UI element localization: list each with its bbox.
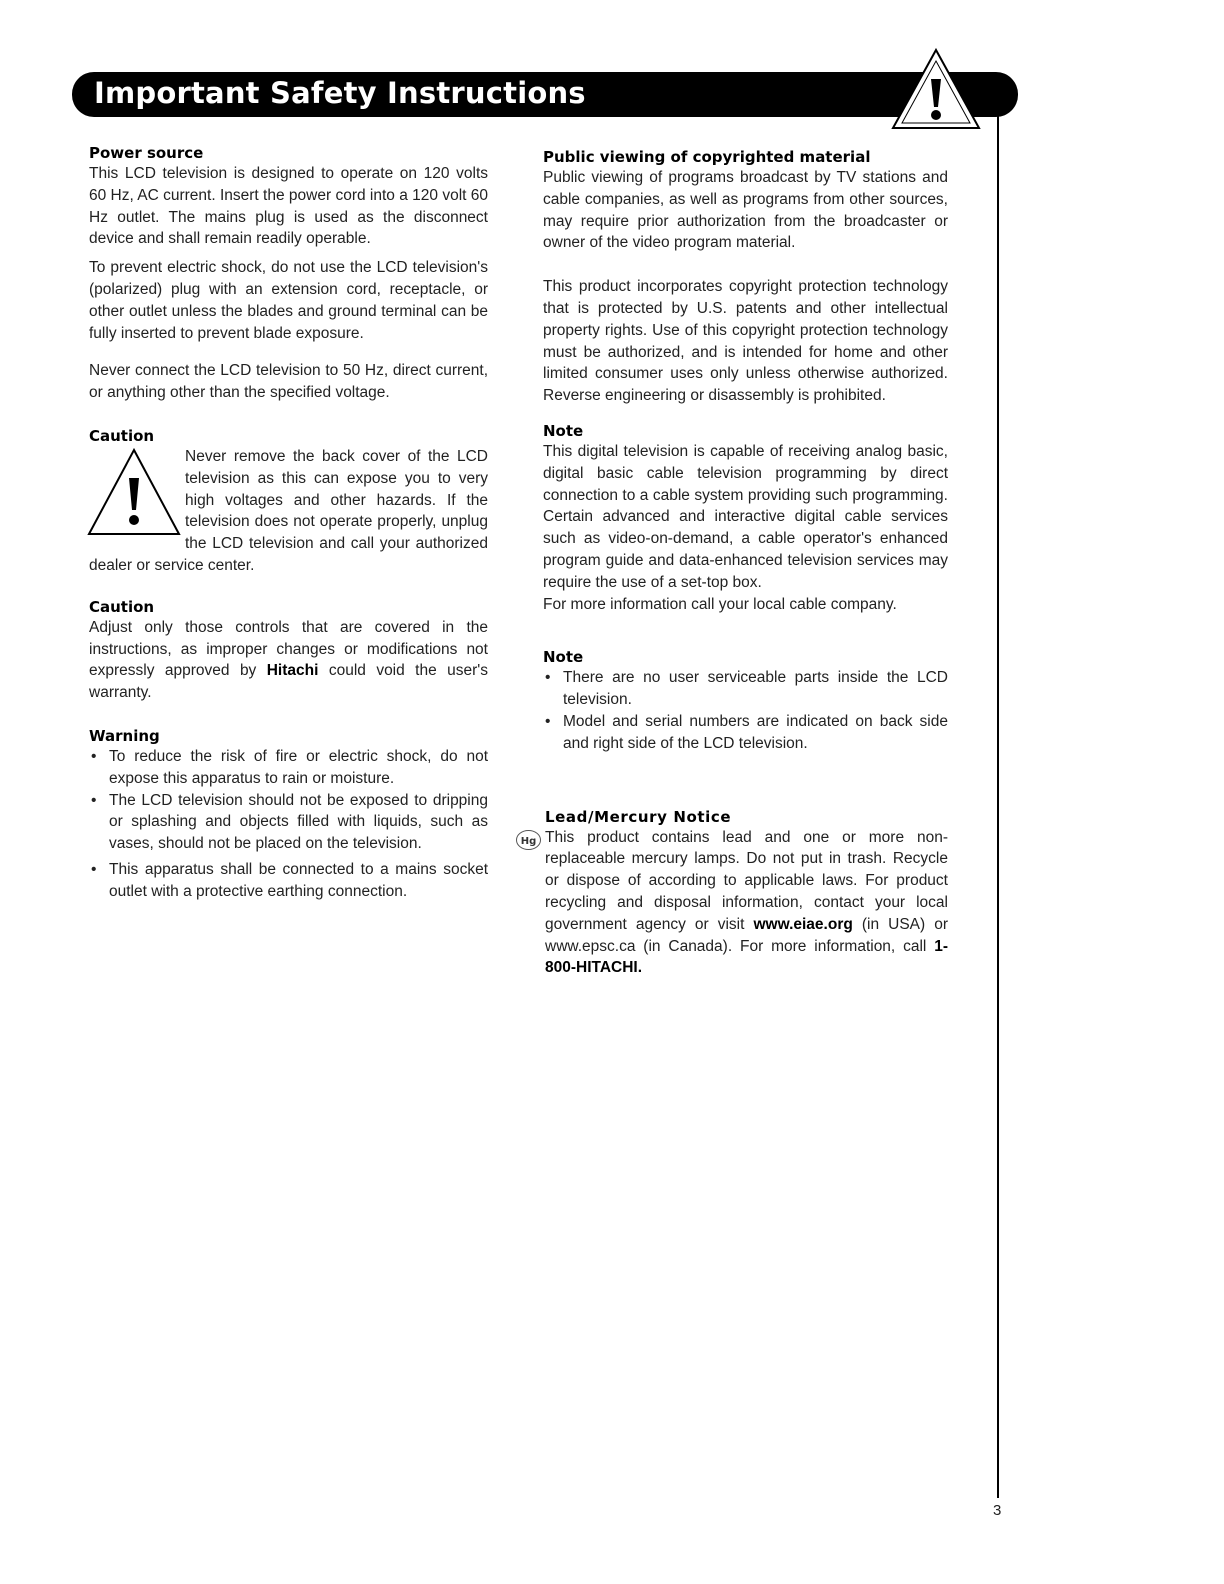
lead-mercury-text: [545, 827, 948, 980]
lead-mercury-section: [520, 807, 948, 980]
warning-list: [89, 746, 488, 903]
mercury-hg-icon: [515, 829, 542, 851]
caution-warning-icon: [87, 448, 181, 538]
public-viewing-heading: Public viewing of copyrighted material: [543, 148, 871, 166]
warning-section: [89, 726, 488, 903]
public-viewing-section: [543, 147, 948, 407]
note-heading-2: Note: [543, 648, 584, 667]
warning-heading: Warning: [89, 726, 160, 745]
warning-triangle-icon: [890, 47, 982, 131]
eiae-link[interactable]: www.eiae.org: [753, 915, 853, 933]
right-margin-rule: [997, 116, 999, 1498]
list-item: • Model and serial numbers are indicated on back side and right side of the LCD television.: [543, 711, 948, 755]
public-viewing-p1: Public viewing of programs broadcast by TV stations and cable companies, as well as programs from other sources, may require prior authorization from the broadcaster or owner of the video program material.: [543, 169, 948, 252]
note-1-p2: For more information call your local cable company.: [543, 595, 897, 613]
caution-section-1: [89, 426, 488, 577]
right-column: [520, 147, 948, 979]
page-number: 3: [993, 1502, 1002, 1519]
hg-icon-label: Hg: [520, 835, 537, 847]
public-viewing-p2: This product incorporates copyright protection technology that is protected by U.S. patents and other intellectual property rights. Use of this copyright protection technology must be authorized, and is intended for home and other limited consumer uses only unless otherwise authorized. Reverse engineering or disassembly is prohibited.: [543, 278, 948, 405]
power-source-p3: Never connect the LCD television to 50 Hz, direct current, or anything other than the specified voltage.: [89, 362, 488, 402]
list-item: • There are no user serviceable parts inside the LCD television.: [543, 667, 948, 711]
list-item: • To reduce the risk of fire or electric shock, do not expose this apparatus to rain or moisture.: [89, 746, 488, 790]
note-section-1: [543, 421, 948, 615]
power-source-section: [89, 143, 488, 404]
page-title: Important Safety Instructions: [94, 76, 586, 110]
note-heading-1: Note: [543, 421, 584, 440]
note-section-2: [543, 647, 948, 754]
power-source-heading: Power source: [89, 144, 204, 162]
lead-mercury-heading: Lead/Mercury Notice: [545, 807, 732, 826]
caution-heading-1: Caution: [89, 426, 155, 445]
list-item: • The LCD television should not be exposed to dripping or splashing and objects filled with liquids, such as vases, should not be placed on the television.: [89, 790, 488, 855]
caution-heading-2: Caution: [89, 597, 155, 616]
hitachi-phone: 1-800-HITACHI.: [545, 937, 948, 977]
power-source-p1: This LCD television is designed to operate on 120 volts 60 Hz, AC current. Insert the power cord into a 120 volt 60 Hz outlet. The mains plug is used as the disconnect device and shall remain readily operable.: [89, 165, 488, 248]
caution-text-2-a: Adjust only those controls that are covered in the instructions, as improper changes or modifications not expressly approved by: [89, 618, 488, 680]
lead-text-1: This product contains lead and one or more non-replaceable mercury lamps. Do not put in trash. Recycle or dispose of according to applicable laws. For product recycling and disposal information, contact your local government agency or visit: [545, 828, 948, 933]
brand-name: Hitachi: [266, 662, 319, 680]
caution-text-2-b: could void the user's warranty.: [89, 662, 489, 702]
left-column: [89, 143, 488, 903]
caution-section-2: [89, 597, 488, 704]
power-source-p2: To prevent electric shock, do not use the LCD television's (polarized) plug with an extension cord, receptacle, or other outlet unless the blades and ground terminal can be fully inserted to prevent blade exposure.: [89, 259, 488, 342]
caution-text-2: [89, 617, 488, 704]
note-1-p1: This digital television is capable of receiving analog basic, digital basic cable television programming by direct connection to a cable system providing such programming. Certain advanced and interactive digital cable services such as video-on-demand, a cable operator's enhanced program guide and data-enhanced television services may require the use of a set-top box.: [543, 442, 948, 591]
caution-text-1: Never remove the back cover of the LCD television as this can expose you to very high voltages and other hazards. If the television does not operate properly, unplug the LCD television and call your authorized dealer or service center.: [89, 447, 488, 574]
note-list: [543, 667, 948, 754]
list-item: • This apparatus shall be connected to a mains socket outlet with a protective earthing connection.: [89, 859, 488, 903]
lead-text-2: (in USA) or www.epsc.ca (in Canada). For more information, call: [545, 915, 948, 955]
